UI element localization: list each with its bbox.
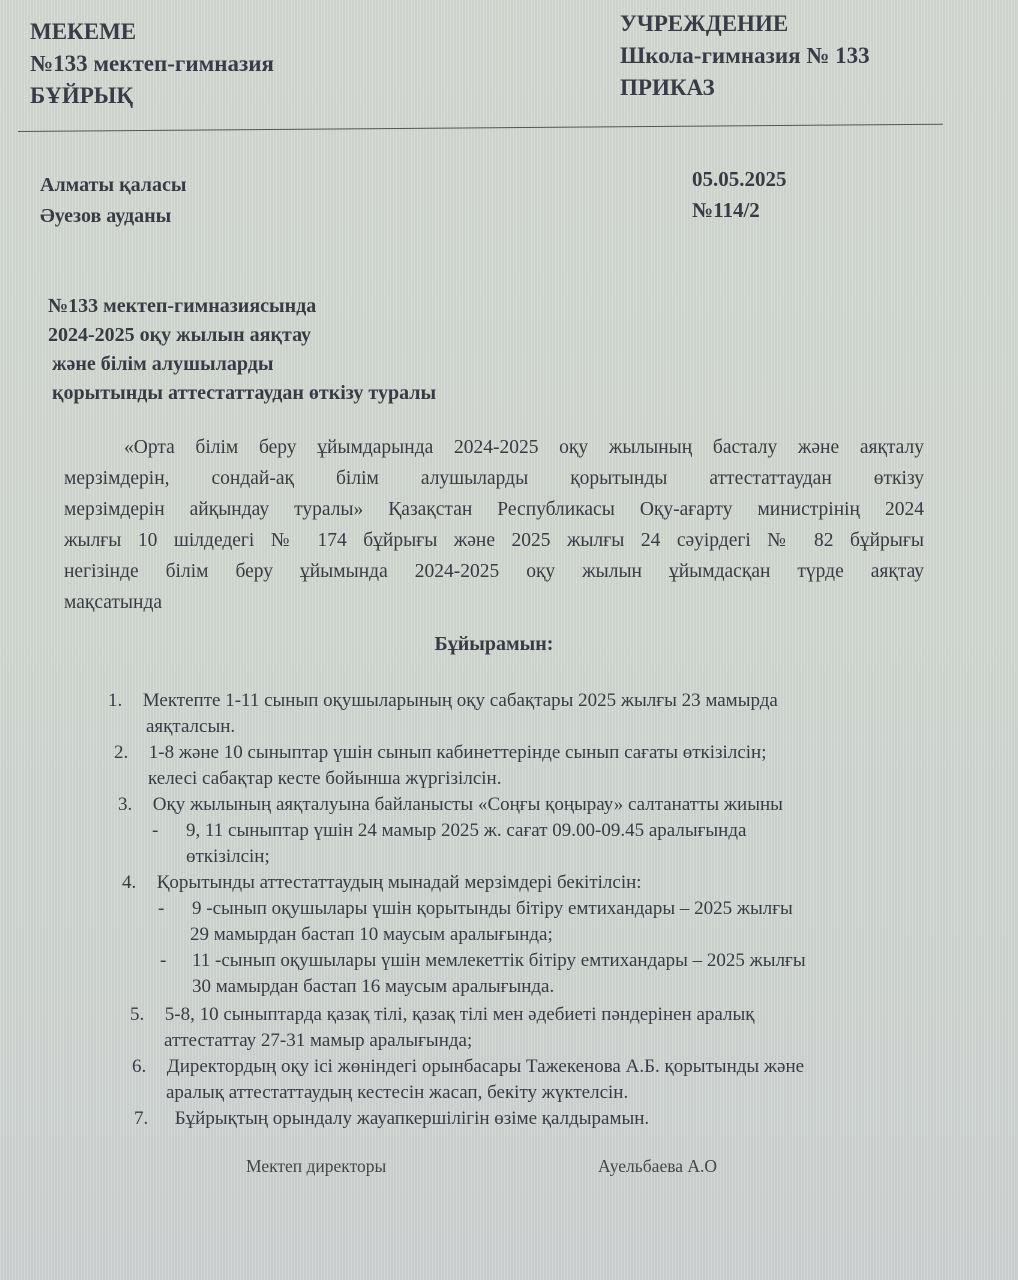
item-number: 2.: [114, 742, 129, 763]
subject-line: №133 мектеп-гимназиясында: [48, 295, 317, 317]
order-item-6-cont: аралық аттестаттаудың кестесін жасап, бекіту жүктелсін.: [166, 1082, 629, 1103]
preamble-line: мерзімдерін, сондай-ақ білім алушыларды қорытынды аттестаттаудан өткізу: [64, 468, 924, 489]
order-date: 05.05.2025: [692, 167, 787, 191]
order-item-4-sub-1-cont: 29 мамырдан бастап 10 маусым аралығында;: [190, 924, 553, 945]
header-kazakh: [30, 16, 274, 112]
header-divider: [18, 124, 943, 132]
preamble-line: мақсатында: [64, 592, 163, 613]
order-item-2: [114, 740, 766, 766]
sub-text: 11 -сынып оқушылары үшін мемлекеттік бітіру емтихандары – 2025 жылғы: [192, 950, 806, 971]
header-left-institution: МЕКЕМЕ: [30, 19, 137, 44]
item-text: 1-8 және 10 сыныптар үшін сынып кабинеттерінде сынып сағаты өткізілсін;: [148, 742, 767, 763]
order-item-4: [122, 870, 642, 896]
item-number: 4.: [122, 872, 137, 893]
header-right-school: Школа-гимназия № 133: [620, 43, 870, 68]
order-item-4-sub-2-cont: 30 мамырдан бастап 16 маусым аралығында.: [192, 976, 555, 997]
subject-line: қорытынды аттестаттаудан өткізу туралы: [52, 382, 437, 404]
sub-text: 9 -сынып оқушылары үшін қорытынды бітіру емтихандары – 2025 жылғы: [192, 898, 793, 919]
preamble-line: жылғы 10 шілдедегі № 174 бұйрығы және 2025 жылғы 24 сәуірдегі № 82 бұйрығы: [64, 530, 924, 551]
item-text: Директордың оқу ісі жөніндегі орынбасары Тажекенова А.Б. қорытынды және: [166, 1056, 805, 1077]
order-item-5-cont: аттестаттау 27-31 мамыр аралығында;: [164, 1030, 473, 1051]
item-number: 1.: [108, 690, 123, 711]
header-left-doc-type: БҰЙРЫҚ: [30, 83, 134, 108]
preamble-line: «Орта білім беру ұйымдарында 2024-2025 оқу жылының басталу және аяқталу: [124, 437, 924, 458]
order-item-7: [134, 1106, 649, 1132]
order-item-2-cont: келесі сабақтар кесте бойынша жүргізілсін.: [148, 768, 502, 789]
sub-text: 9, 11 сыныптар үшін 24 мамыр 2025 ж. сағат 09.00-09.45 аралығында: [186, 820, 747, 841]
item-text: Оқу жылының аяқталуына байланысты «Соңғы қоңырау» салтанатты жиыны: [152, 794, 783, 815]
order-item-1: [108, 688, 778, 714]
orders-heading-text: Бұйырамын:: [434, 633, 554, 655]
order-item-6: [132, 1054, 804, 1080]
header-russian: [620, 8, 870, 104]
city: Алматы қаласы: [40, 174, 187, 196]
item-text: 5-8, 10 сыныптарда қазақ тілі, қазақ тілі мен әдебиеті пәндерінен аралық: [164, 1004, 755, 1025]
signature-name: Ауельбаева А.О: [598, 1156, 718, 1176]
item-text: Қорытынды аттестаттаудың мынадай мерзімдері бекітілсін:: [156, 872, 642, 893]
place-block: [40, 170, 186, 232]
order-item-3-sub-1-cont: өткізілсін;: [186, 846, 270, 867]
order-item-1-cont: аяқталсын.: [146, 716, 236, 737]
order-subject: [48, 292, 436, 408]
dash-bullet-icon: -: [158, 898, 165, 919]
dash-bullet-icon: -: [160, 950, 167, 971]
preamble-line: мерзімдерін айқындау туралы» Қазақстан Республикасы Оқу-ағарту министрінің 2024: [64, 499, 924, 520]
subject-line: және білім алушыларды: [52, 353, 274, 375]
header-left-school: №133 мектеп-гимназия: [30, 51, 274, 76]
header-right-institution: УЧРЕЖДЕНИЕ: [620, 11, 789, 36]
order-item-4-sub-1: [158, 896, 793, 922]
preamble-paragraph: [64, 432, 924, 618]
item-number: 7.: [134, 1108, 149, 1129]
item-number: 5.: [130, 1004, 145, 1025]
district: Әуезов ауданы: [40, 205, 172, 227]
order-item-4-sub-2: [160, 948, 806, 974]
signature-role: Мектеп директоры: [246, 1156, 387, 1176]
order-item-5: [130, 1002, 754, 1028]
order-item-3-sub-1: [152, 818, 746, 844]
order-number: №114/2: [692, 198, 760, 222]
item-number: 3.: [118, 794, 133, 815]
item-text: Бұйрықтың орындалу жауапкершілігін өзіме қалдырамын.: [174, 1108, 650, 1129]
header-right-doc-type: ПРИКАЗ: [620, 75, 715, 100]
item-text: Мектепте 1-11 сынып оқушыларының оқу сабақтары 2025 жылғы 23 мамырда: [142, 690, 778, 711]
orders-heading: [0, 633, 1018, 656]
order-item-3: [118, 792, 783, 818]
preamble-line: негізінде білім беру ұйымында 2024-2025 оқу жылын ұйымдасқан түрде аяқтау: [64, 561, 924, 582]
item-number: 6.: [132, 1056, 147, 1077]
subject-line: 2024-2025 оқу жылын аяқтау: [48, 324, 312, 346]
dash-bullet-icon: -: [152, 820, 159, 841]
order-meta: [692, 164, 787, 226]
